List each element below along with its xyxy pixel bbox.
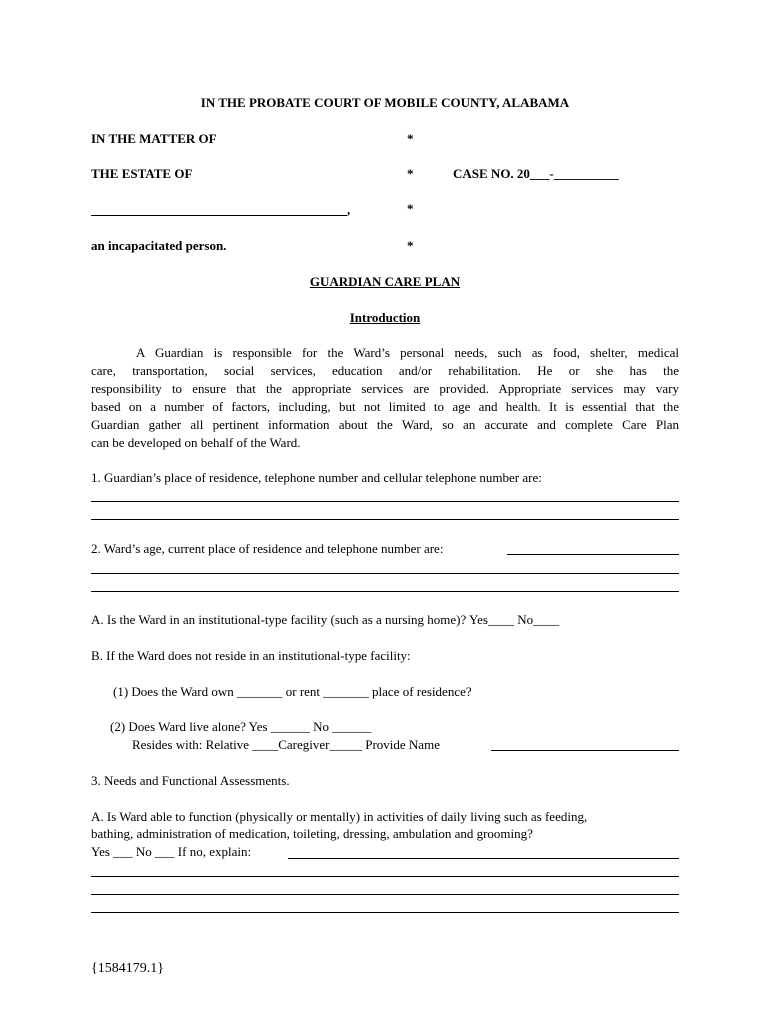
- answer-line[interactable]: [91, 573, 679, 574]
- answer-line[interactable]: [91, 519, 679, 520]
- question-a-facility: A. Is the Ward in an institutional-type facility (such as a nursing home)? Yes____ No____: [91, 612, 560, 627]
- question-3a-line: Yes ___ No ___ If no, explain:: [91, 844, 252, 859]
- question-b: B. If the Ward does not reside in an institutional-type facility:: [91, 648, 411, 663]
- question-2: 2. Ward’s age, current place of residence and telephone number are:: [91, 541, 444, 556]
- incapacitated-label: an incapacitated person.: [91, 238, 227, 253]
- ward-name-blank[interactable]: [91, 215, 347, 216]
- intro-line: care, transportation, social services, education and/or rehabilitation. He or she has the: [91, 363, 679, 378]
- intro-line: A Guardian is responsible for the Ward’s personal needs, such as food, shelter, medical: [136, 345, 679, 360]
- caption-star: *: [407, 238, 414, 253]
- answer-line[interactable]: [91, 894, 679, 895]
- estate-of-label: THE ESTATE OF: [91, 166, 193, 181]
- introduction-heading: Introduction: [349, 310, 421, 325]
- question-b1-own-rent: (1) Does the Ward own _______ or rent _______ place of residence?: [113, 684, 472, 699]
- court-header: IN THE PROBATE COURT OF MOBILE COUNTY, ALABAMA: [200, 95, 570, 110]
- intro-line: responsibility to ensure that the appropriate services are provided. Appropriate services may vary: [91, 381, 679, 396]
- question-b2-resides-with: Resides with: Relative ____Caregiver_____ Provide Name: [132, 737, 440, 752]
- document-id: {1584179.1}: [91, 961, 164, 976]
- answer-line[interactable]: [91, 501, 679, 502]
- answer-line[interactable]: [91, 876, 679, 877]
- question-3a-line: A. Is Ward able to function (physically or mentally) in activities of daily living such as feeding,: [91, 809, 588, 824]
- explain-blank[interactable]: [288, 858, 679, 859]
- case-number: CASE NO. 20___-__________: [453, 166, 619, 181]
- answer-line[interactable]: [91, 912, 679, 913]
- question-3a-line: bathing, administration of medication, toileting, dressing, ambulation and grooming?: [91, 826, 533, 841]
- answer-line[interactable]: [91, 591, 679, 592]
- ward-name-comma: ,: [347, 202, 351, 217]
- intro-line: can be developed on behalf of the Ward.: [91, 435, 301, 450]
- intro-line: Guardian gather all pertinent information about the Ward, so an accurate and complete Care Plan: [91, 417, 679, 432]
- caption-star: *: [407, 166, 414, 181]
- caption-star: *: [407, 131, 414, 146]
- matter-of-label: IN THE MATTER OF: [91, 131, 217, 146]
- answer-line[interactable]: [507, 554, 679, 555]
- document-title: GUARDIAN CARE PLAN: [309, 274, 461, 289]
- intro-line: based on a number of factors, including, but not limited to age and health. It is essential that the: [91, 399, 679, 414]
- provide-name-blank[interactable]: [491, 750, 679, 751]
- question-1: 1. Guardian’s place of residence, telephone number and cellular telephone number are:: [91, 470, 542, 485]
- question-b2-live-alone: (2) Does Ward live alone? Yes ______ No ______: [110, 719, 372, 734]
- question-3: 3. Needs and Functional Assessments.: [91, 773, 290, 788]
- introduction-paragraph: [91, 344, 679, 452]
- caption-star: *: [407, 201, 414, 216]
